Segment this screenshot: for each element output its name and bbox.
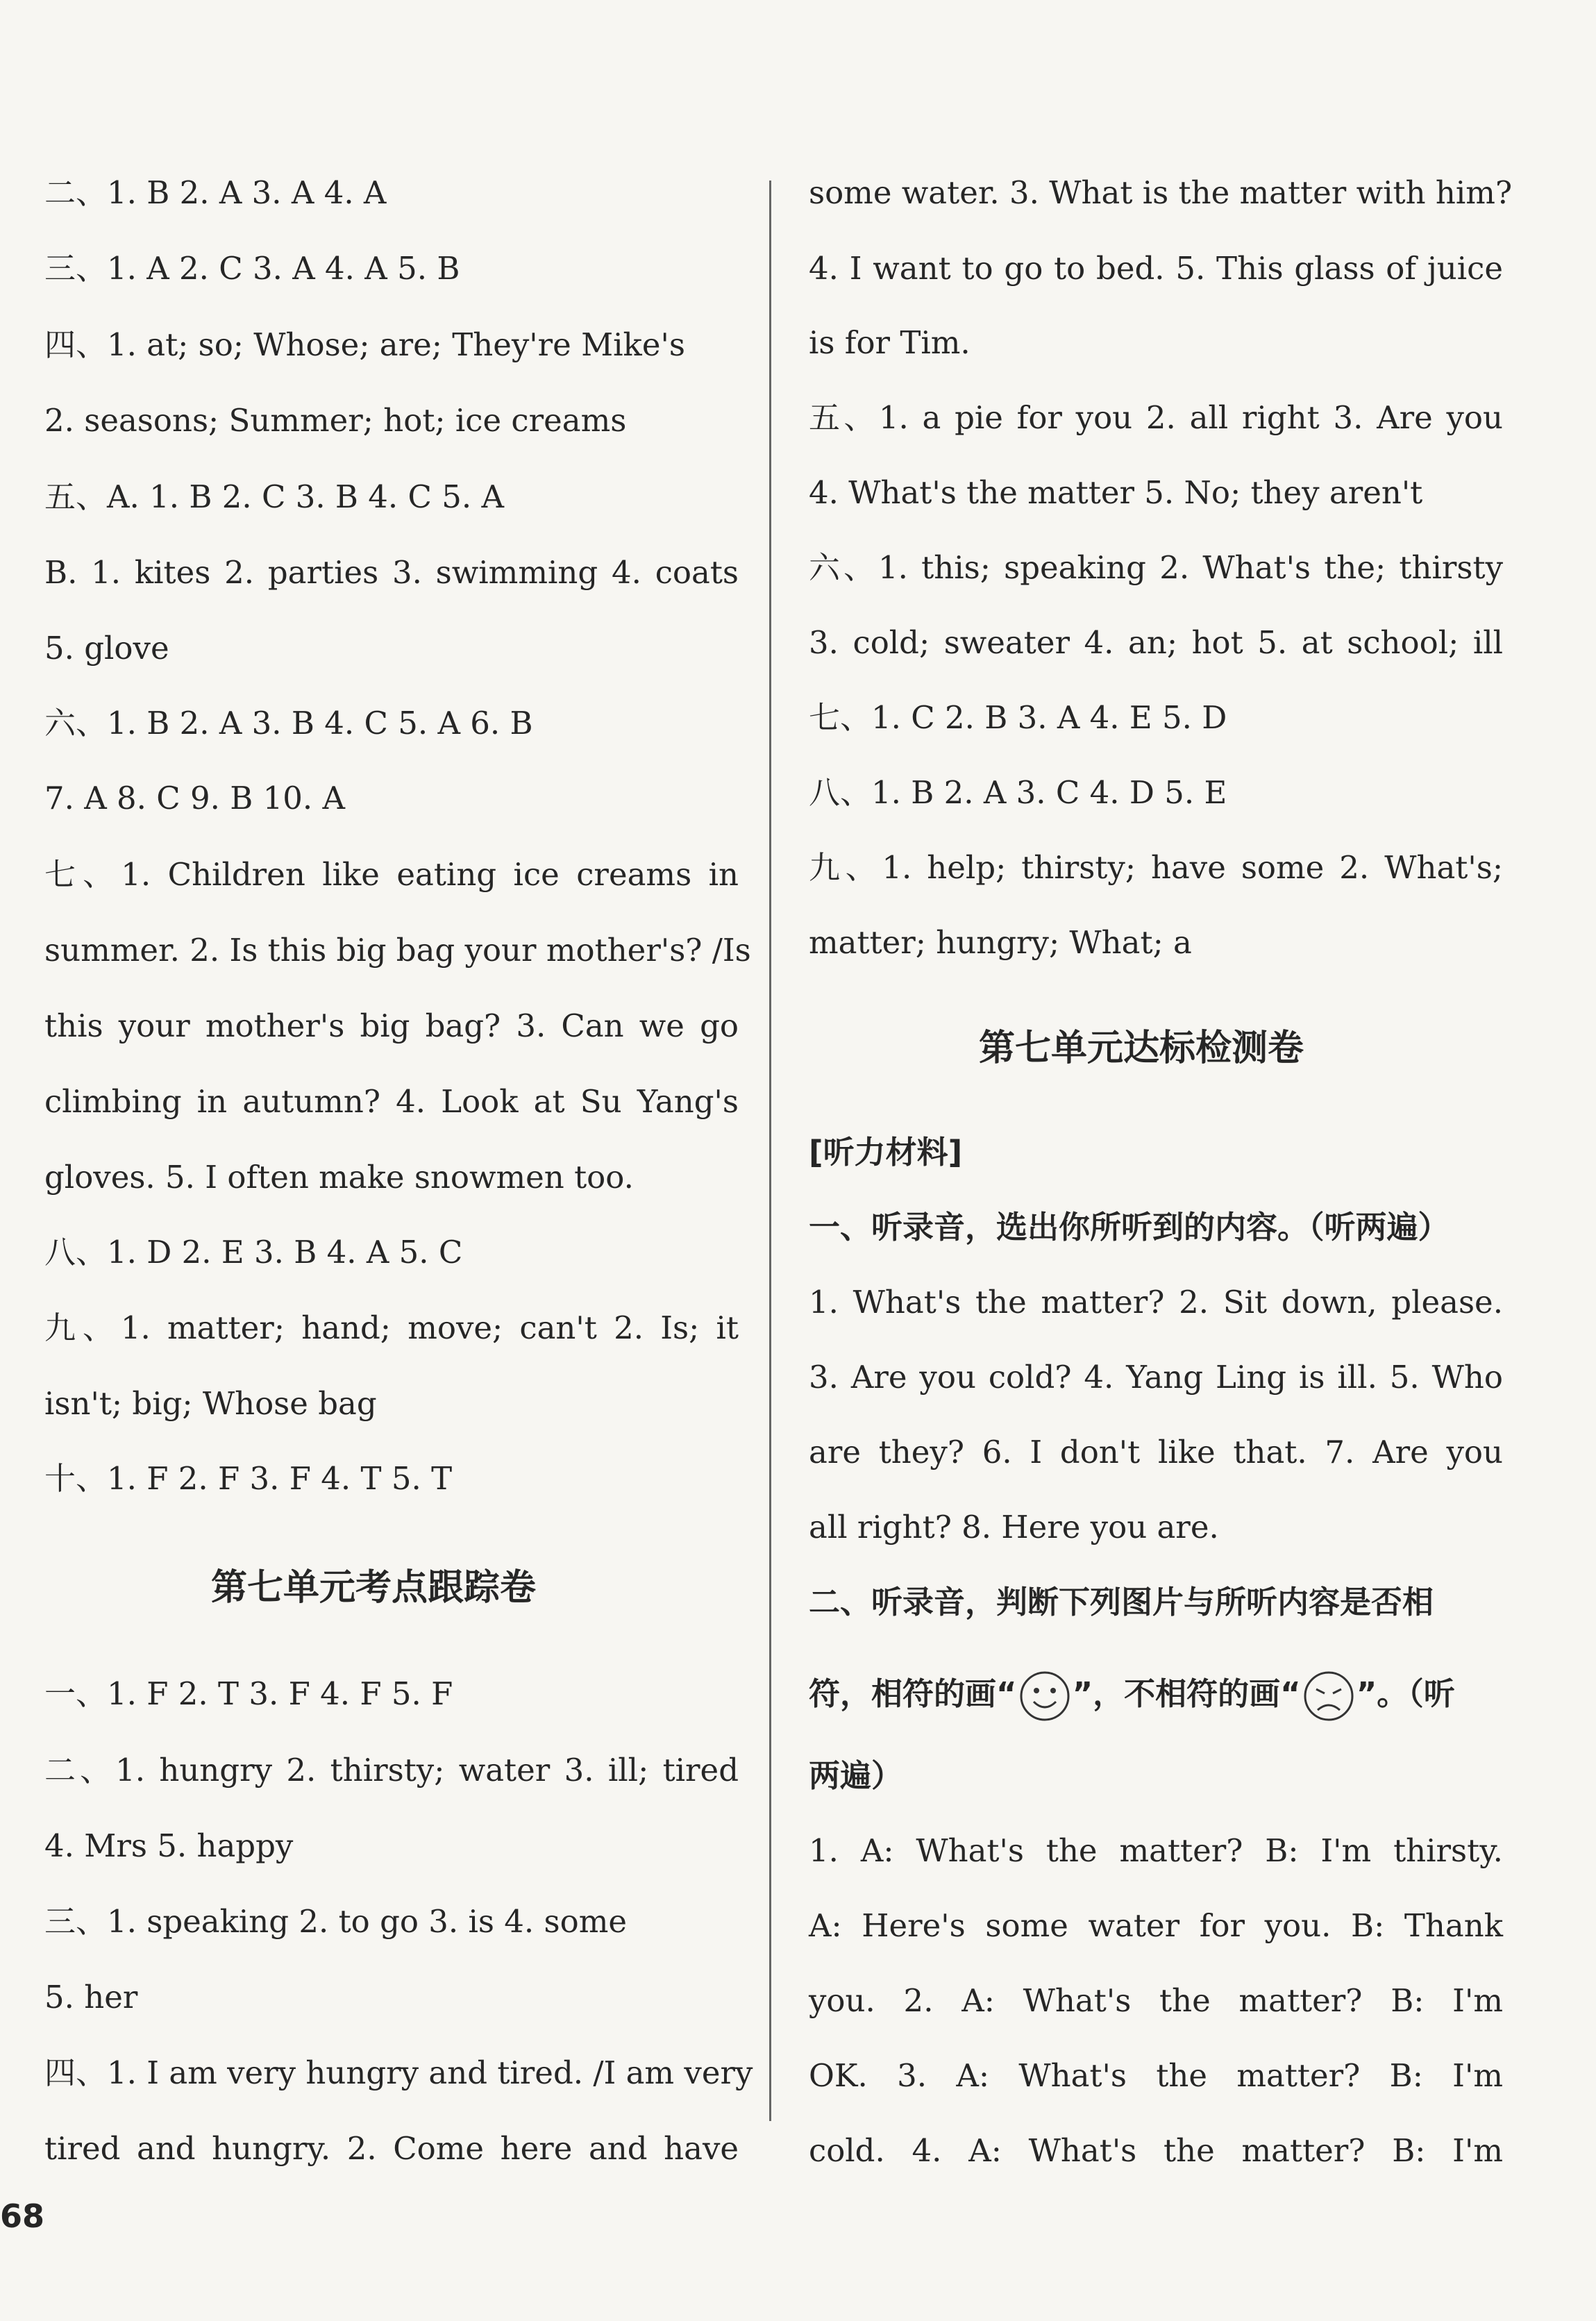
answer-line: 5. her (44, 1979, 138, 2016)
answer-line: you. 2. A: What's the matter? B: I'm (809, 1982, 1503, 2019)
answer-line: 十、1. F 2. F 3. F 4. T 5. T (44, 1460, 453, 1497)
answer-line: 七、1. Children like eating ice creams in (44, 856, 739, 893)
answer-line: are they? 6. I don't like that. 7. Are you (809, 1434, 1503, 1470)
answer-line: all right? 8. Here you are. (809, 1509, 1219, 1545)
sad-face-icon (1301, 1668, 1356, 1724)
answer-line: 2. seasons; Summer; hot; ice creams (44, 402, 627, 439)
answer-line: 四、1. I am very hungry and tired. /I am very (44, 2054, 753, 2091)
answer-line: 4. Mrs 5. happy (44, 1827, 294, 1864)
answer-line: isn't; big; Whose bag (44, 1385, 377, 1422)
answer-line: 四、1. at; so; Whose; are; They're Mike's (44, 326, 685, 363)
answer-line: 1. What's the matter? 2. Sit down, please. (809, 1284, 1503, 1321)
answer-line: 7. A 8. C 9. B 10. A (44, 780, 345, 816)
answer-line: 五、1. a pie for you 2. all right 3. Are you (809, 399, 1503, 436)
answer-line: climbing in autumn? 4. Look at Su Yang's (44, 1083, 739, 1120)
answer-line: A: Here's some water for you. B: Thank (809, 1907, 1503, 1944)
answer-line: 二、1. hungry 2. thirsty; water 3. ill; tired (44, 1752, 739, 1788)
answer-line: tired and hungry. 2. Come here and have (44, 2130, 739, 2167)
answer-line: some water. 3. What is the matter with him? (809, 174, 1513, 211)
answer-line: 1. A: What's the matter? B: I'm thirsty. (809, 1832, 1503, 1869)
answer-line: 九、1. matter; hand; move; can't 2. Is; it (44, 1309, 739, 1346)
section-title (809, 1666, 1455, 1724)
answer-line: 八、1. D 2. E 3. B 4. A 5. C (44, 1234, 463, 1271)
column-divider (769, 181, 771, 2121)
answer-line: 4. What's the matter 5. No; they aren't (809, 474, 1423, 511)
answer-line: this your mother's big bag? 3. Can we go (44, 1007, 739, 1044)
answer-line: 九、1. help; thirsty; have some 2. What's; (809, 849, 1503, 886)
answer-line: 五、A. 1. B 2. C 3. B 4. C 5. A (44, 478, 505, 515)
section-heading: 第七单元达标检测卷 (979, 1028, 1304, 1069)
answer-line: 三、1. A 2. C 3. A 4. A 5. B (44, 250, 460, 287)
instruction-text: ”。（听 (1356, 1675, 1455, 1712)
instruction-text: 符，相符的画“ (809, 1675, 1017, 1712)
answer-line: 七、1. C 2. B 3. A 4. E 5. D (809, 699, 1227, 736)
answer-line: 八、1. B 2. A 3. C 4. D 5. E (809, 774, 1227, 811)
answer-line: 一、1. F 2. T 3. F 4. F 5. F (44, 1675, 453, 1712)
smiley-face-icon (1017, 1668, 1073, 1724)
answer-line: gloves. 5. I often make snowmen too. (44, 1159, 634, 1196)
answer-line: 六、1. this; speaking 2. What's the; thirsty (809, 549, 1503, 586)
answer-line: 5. glove (44, 630, 169, 667)
answer-line: cold. 4. A: What's the matter? B: I'm (809, 2132, 1503, 2169)
answer-line: summer. 2. Is this big bag your mother's? /Is (44, 932, 751, 969)
listening-label: [听力材料] (809, 1134, 963, 1171)
answer-line: 4. I want to go to bed. 5. This glass of juice (809, 250, 1503, 287)
section-title: 一、听录音，选出你所听到的内容。（听两遍） (809, 1209, 1450, 1246)
answer-line: 3. cold; sweater 4. an; hot 5. at school; ill (809, 624, 1503, 661)
answer-line: 六、1. B 2. A 3. B 4. C 5. A 6. B (44, 705, 533, 741)
answer-line: 二、1. B 2. A 3. A 4. A (44, 174, 387, 211)
answer-line: 3. Are you cold? 4. Yang Ling is ill. 5. Who (809, 1359, 1503, 1396)
answer-line: is for Tim. (809, 324, 971, 361)
section-heading: 第七单元考点跟踪卷 (211, 1567, 537, 1609)
page-number: 68 (0, 2197, 45, 2235)
answer-line: matter; hungry; What; a (809, 924, 1192, 961)
section-title: 两遍） (809, 1757, 903, 1794)
answer-line: 三、1. speaking 2. to go 3. is 4. some (44, 1903, 628, 1940)
section-title: 二、听录音，判断下列图片与所听内容是否相 (809, 1584, 1434, 1620)
answer-line: B. 1. kites 2. parties 3. swimming 4. coats (44, 554, 739, 591)
instruction-text: ”，不相符的画“ (1072, 1675, 1301, 1712)
answer-line: OK. 3. A: What's the matter? B: I'm (809, 2057, 1503, 2094)
